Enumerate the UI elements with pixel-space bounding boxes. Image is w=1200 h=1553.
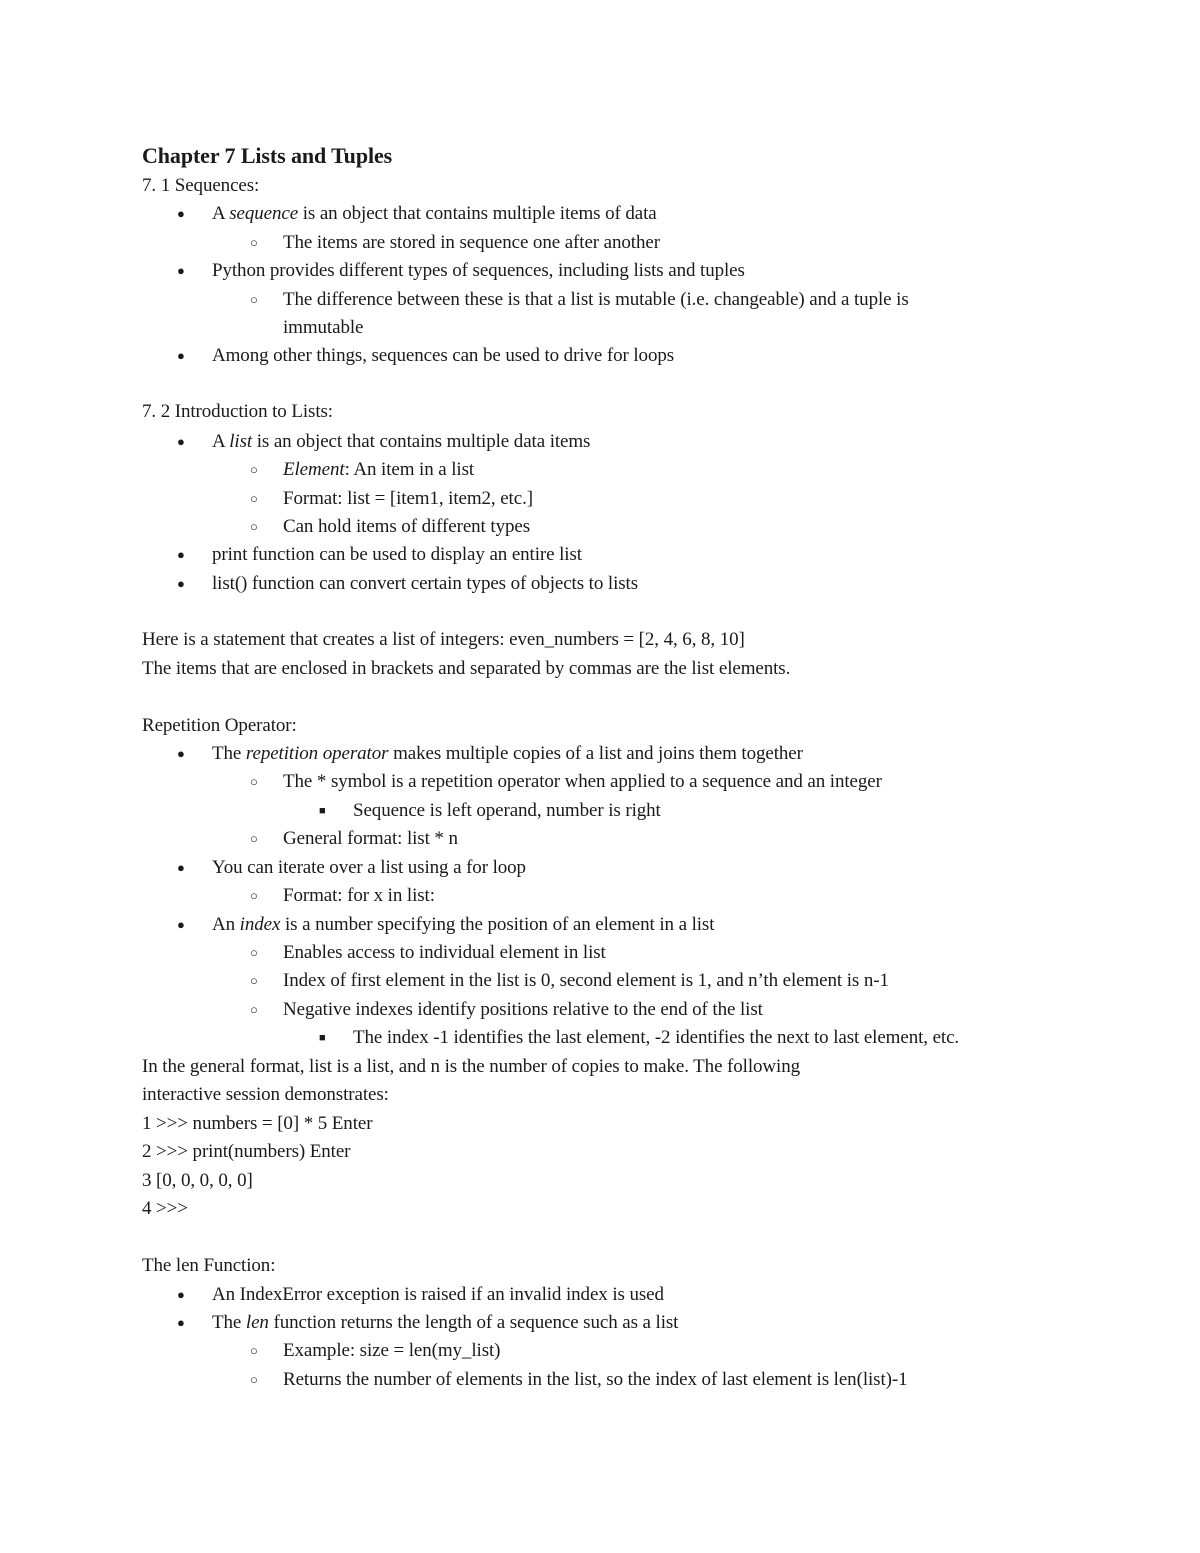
paragraph: interactive session demonstrates: <box>142 1084 389 1105</box>
list-item: Element: An item in a list <box>283 459 475 480</box>
list-item: Can hold items of different types <box>283 516 530 537</box>
list-item: Returns the number of elements in the list, so the index of last element is len(list)-1 <box>283 1369 908 1390</box>
bullet-dot-icon: ● <box>177 576 185 591</box>
list-item: The index -1 identifies the last element, -2 identifies the next to last element, etc. <box>353 1027 960 1048</box>
section-heading-repetition: Repetition Operator: <box>142 715 297 736</box>
list-item: Enables access to individual element in list <box>283 942 606 963</box>
bullet-circle-icon: ○ <box>250 292 258 307</box>
list-item: print function can be used to display an entire list <box>212 544 582 565</box>
bullet-circle-icon: ○ <box>250 945 258 960</box>
paragraph: Here is a statement that creates a list of integers: even_numbers = [2, 4, 6, 8, 10] <box>142 629 745 650</box>
bullet-circle-icon: ○ <box>250 491 258 506</box>
list-item: The len function returns the length of a sequence such as a list <box>212 1312 679 1333</box>
chapter-title: Chapter 7 Lists and Tuples <box>142 143 393 168</box>
list-item-continuation: immutable <box>283 317 364 338</box>
list-item: Format: for x in list: <box>283 885 435 906</box>
bullet-circle-icon: ○ <box>250 1002 258 1017</box>
code-line: 2 >>> print(numbers) Enter <box>142 1141 351 1162</box>
list-item: The difference between these is that a list is mutable (i.e. changeable) and a tuple is <box>283 289 909 310</box>
list-item: A sequence is an object that contains multiple items of data <box>212 203 657 224</box>
bullet-square-icon: ■ <box>319 1032 326 1044</box>
list-item: The repetition operator makes multiple copies of a list and joins them together <box>212 743 803 764</box>
bullet-circle-icon: ○ <box>250 831 258 846</box>
bullet-circle-icon: ○ <box>250 1343 258 1358</box>
list-item: list() function can convert certain types of objects to lists <box>212 573 639 594</box>
bullet-dot-icon: ● <box>177 917 185 932</box>
list-item: Among other things, sequences can be used to drive for loops <box>212 345 675 366</box>
section-heading-sequences: 7. 1 Sequences: <box>142 175 260 196</box>
section-heading-lists: 7. 2 Introduction to Lists: <box>142 401 333 422</box>
code-line: 4 >>> <box>142 1198 188 1219</box>
list-item: Negative indexes identify positions relative to the end of the list <box>283 999 763 1020</box>
bullet-dot-icon: ● <box>177 348 185 363</box>
paragraph: In the general format, list is a list, and n is the number of copies to make. The following <box>142 1056 801 1077</box>
bullet-dot-icon: ● <box>177 263 185 278</box>
bullet-square-icon: ■ <box>319 805 326 817</box>
bullet-circle-icon: ○ <box>250 973 258 988</box>
bullet-circle-icon: ○ <box>250 774 258 789</box>
list-item: Format: list = [item1, item2, etc.] <box>283 488 533 509</box>
list-item: You can iterate over a list using a for loop <box>212 857 526 878</box>
bullet-circle-icon: ○ <box>250 235 258 250</box>
list-item: Index of first element in the list is 0, second element is 1, and n’th element is n-1 <box>283 970 889 991</box>
list-item: The items are stored in sequence one after another <box>283 232 660 253</box>
bullet-dot-icon: ● <box>177 434 185 449</box>
list-item: Sequence is left operand, number is right <box>353 800 661 821</box>
list-item: Example: size = len(my_list) <box>283 1340 501 1361</box>
bullet-dot-icon: ● <box>177 1315 185 1330</box>
code-line: 1 >>> numbers = [0] * 5 Enter <box>142 1113 373 1134</box>
bullet-circle-icon: ○ <box>250 462 258 477</box>
list-item: An index is a number specifying the position of an element in a list <box>212 914 715 935</box>
bullet-circle-icon: ○ <box>250 519 258 534</box>
list-item: General format: list * n <box>283 828 458 849</box>
list-item: The * symbol is a repetition operator when applied to a sequence and an integer <box>283 771 882 792</box>
list-item: An IndexError exception is raised if an invalid index is used <box>212 1284 664 1305</box>
code-line: 3 [0, 0, 0, 0, 0] <box>142 1170 253 1191</box>
bullet-dot-icon: ● <box>177 746 185 761</box>
bullet-circle-icon: ○ <box>250 1372 258 1387</box>
bullet-dot-icon: ● <box>177 547 185 562</box>
paragraph: The items that are enclosed in brackets and separated by commas are the list elements. <box>142 658 791 679</box>
list-item: Python provides different types of sequences, including lists and tuples <box>212 260 745 281</box>
bullet-dot-icon: ● <box>177 1287 185 1302</box>
bullet-dot-icon: ● <box>177 860 185 875</box>
list-item: A list is an object that contains multiple data items <box>212 431 591 452</box>
section-heading-len: The len Function: <box>142 1255 276 1276</box>
bullet-dot-icon: ● <box>177 206 185 221</box>
bullet-circle-icon: ○ <box>250 888 258 903</box>
